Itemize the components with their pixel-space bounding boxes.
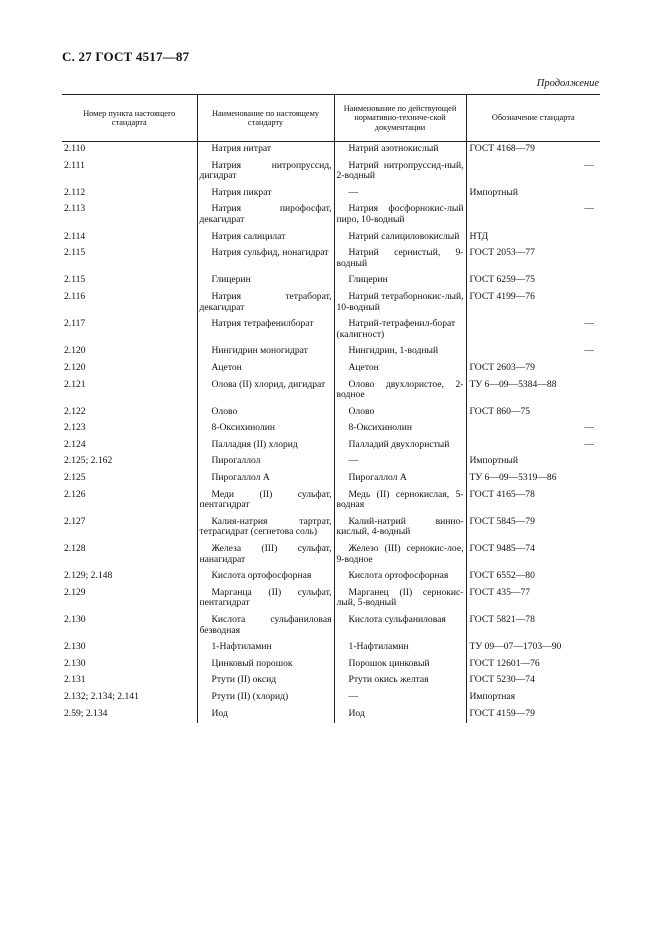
cell-standard-designation: ГОСТ 4159—79 (466, 707, 600, 724)
cell-item-number: 2.112 (64, 186, 86, 198)
cell-name-normative-doc: — (334, 186, 466, 203)
cell-name-this-standard: Натрия нитрат (197, 142, 334, 159)
cell-name-this-standard: Натрия тетраборат, декагидрат (197, 290, 334, 317)
cell-standard-designation: Импортный (466, 454, 600, 471)
cell-name-normative-doc: Натрий нитропруссид-ный, 2-водный (334, 159, 466, 186)
cell-name-normative-doc: Кислота ортофосфорная (334, 569, 466, 586)
table-row (62, 613, 600, 640)
cell-standard-designation: Импортная (466, 690, 600, 707)
cell-item-number: 2.128 (64, 543, 86, 555)
cell-name-this-standard: Меди (II) сульфат, пентагидрат (197, 488, 334, 515)
cell-standard-designation: ГОСТ 4168—79 (466, 142, 600, 159)
cell-standard-designation: ГОСТ 6259—75 (466, 273, 600, 290)
table-row (62, 438, 600, 455)
cell-standard-designation: — (466, 202, 600, 229)
cell-standard-designation: ГОСТ 435—77 (466, 586, 600, 613)
cell-name-this-standard: Пирогаллол (197, 454, 334, 471)
table-row (62, 202, 600, 229)
cell-name-normative-doc: Ртути окись желтая (334, 673, 466, 690)
cell-name-this-standard: Нингидрин моногидрат (197, 344, 334, 361)
standards-table (62, 94, 600, 723)
cell-standard-designation: ТУ 09—07—1703—90 (466, 640, 600, 657)
cell-standard-designation: ГОСТ 6552—80 (466, 569, 600, 586)
cell-standard-designation: Импортный (466, 186, 600, 203)
cell-item-number: 2.113 (64, 203, 86, 215)
cell-standard-designation: ТУ 6—09—5319—86 (466, 471, 600, 488)
cell-name-this-standard: Пирогаллол А (197, 471, 334, 488)
table-row (62, 344, 600, 361)
cell-name-normative-doc: — (334, 454, 466, 471)
cell-name-this-standard: Натрия сульфид, нонагидрат (197, 246, 334, 273)
continuation-label: Продолжение (536, 78, 599, 89)
table-row (62, 421, 600, 438)
cell-item-number: 2.124 (64, 438, 86, 450)
table-header-row (62, 95, 600, 142)
table-row (62, 657, 600, 674)
cell-name-this-standard: 1-Нафтиламин (197, 640, 334, 657)
cell-item-number: 2.110 (64, 143, 86, 154)
cell-standard-designation: ГОСТ 4165—78 (466, 488, 600, 515)
table-row (62, 317, 600, 344)
cell-standard-designation: ГОСТ 2603—79 (466, 361, 600, 378)
cell-name-this-standard: Глицерин (197, 273, 334, 290)
cell-name-normative-doc: Глицерин (334, 273, 466, 290)
cell-item-number: 2.127 (64, 515, 86, 527)
cell-item-number: 2.122 (64, 405, 86, 417)
cell-name-normative-doc: Медь (II) сернокислая, 5-водная (334, 488, 466, 515)
cell-item-number: 2.111 (64, 159, 85, 171)
cell-name-normative-doc: Олово двухлористое, 2-водное (334, 378, 466, 405)
column-header-standard-designation: Обозначение стандарта (466, 95, 600, 142)
column-header-name-normative-doc: Наименование по действующей нормативно-техниче-ской документации (334, 95, 466, 142)
cell-name-normative-doc: Нингидрин, 1-водный (334, 344, 466, 361)
column-header-name-this-standard: Наименование по настоящему стандарту (197, 95, 334, 142)
cell-standard-designation: ГОСТ 4199—76 (466, 290, 600, 317)
cell-name-normative-doc: Иод (334, 707, 466, 724)
cell-name-normative-doc: Олово (334, 405, 466, 422)
cell-name-this-standard: Ртути (II) (хлорид) (197, 690, 334, 707)
table-row (62, 230, 600, 247)
table-row (62, 159, 600, 186)
cell-name-normative-doc: Калий-натрий винно-кислый, 4-водный (334, 515, 466, 542)
cell-name-normative-doc: Натрия фосфорнокис-лый пиро, 10-водный (334, 202, 466, 229)
cell-name-normative-doc: Натрий-тетрафенил-борат (калигност) (334, 317, 466, 344)
table-row (62, 586, 600, 613)
cell-item-number: 2.130 (64, 614, 86, 625)
cell-item-number: 2.115 (64, 274, 86, 286)
cell-name-this-standard: Палладия (II) хлорид (197, 438, 334, 455)
cell-standard-designation: ГОСТ 5845—79 (466, 515, 600, 542)
page-header: С. 27 ГОСТ 4517—87 (62, 49, 190, 64)
cell-name-this-standard: Марганца (II) сульфат, пентагидрат (197, 586, 334, 613)
cell-item-number: 2.116 (64, 290, 86, 302)
cell-item-number: 2.130 (64, 641, 86, 653)
cell-name-this-standard: Кислота сульфаниловая безводная (197, 613, 334, 640)
cell-name-this-standard: Натрия тетрафенилборат (197, 317, 334, 344)
cell-name-this-standard: 8-Оксихинолин (197, 421, 334, 438)
cell-item-number: 2.120 (64, 361, 86, 373)
cell-standard-designation: — (466, 344, 600, 361)
cell-standard-designation: ТУ 6—09—5384—88 (466, 378, 600, 405)
cell-name-this-standard: Олова (II) хлорид, дигидрат (197, 378, 334, 405)
cell-name-this-standard: Олово (197, 405, 334, 422)
cell-name-this-standard: Натрия пирофосфат, декагидрат (197, 202, 334, 229)
table-row (62, 246, 600, 273)
cell-standard-designation: ГОСТ 2053—77 (466, 246, 600, 273)
cell-name-this-standard: Иод (197, 707, 334, 724)
cell-name-this-standard: Железа (III) сульфат, нанагидрат (197, 542, 334, 569)
cell-name-this-standard: Натрия пикрат (197, 186, 334, 203)
cell-name-normative-doc: 1-Нафтиламин (334, 640, 466, 657)
table-row (62, 673, 600, 690)
cell-standard-designation: ГОСТ 5230—74 (466, 673, 600, 690)
table-body (62, 142, 600, 724)
cell-standard-designation: — (466, 159, 600, 186)
cell-standard-designation: НТД (466, 230, 600, 247)
cell-item-number: 2.59; 2.134 (64, 707, 108, 719)
table-row (62, 142, 600, 159)
table-row (62, 186, 600, 203)
table-row (62, 569, 600, 586)
cell-name-normative-doc: Порошок цинковый (334, 657, 466, 674)
cell-name-this-standard: Цинковый порошок (197, 657, 334, 674)
cell-item-number: 2.129; 2.148 (64, 570, 113, 582)
cell-item-number: 2.129 (64, 586, 86, 598)
table-row (62, 454, 600, 471)
cell-standard-designation: ГОСТ 860—75 (466, 405, 600, 422)
cell-standard-designation: ГОСТ 5821—78 (466, 613, 600, 640)
cell-name-this-standard: Калия-натрия тартрат, тетрагидрат (сегнетова соль) (197, 515, 334, 542)
cell-standard-designation: — (466, 317, 600, 344)
cell-name-normative-doc: Кислота сульфаниловая (334, 613, 466, 640)
cell-standard-designation: ГОСТ 12601—76 (466, 657, 600, 674)
cell-name-normative-doc: — (334, 690, 466, 707)
table-row (62, 707, 600, 724)
cell-item-number: 2.125; 2.162 (64, 455, 113, 467)
cell-item-number: 2.120 (64, 345, 86, 357)
table-row (62, 488, 600, 515)
column-header-item-number: Номер пункта настоящего стандарта (62, 95, 197, 142)
table-row (62, 361, 600, 378)
cell-item-number: 2.130 (64, 657, 86, 669)
cell-standard-designation: — (466, 421, 600, 438)
cell-name-this-standard: Ацетон (197, 361, 334, 378)
cell-name-normative-doc: Натрий сернистый, 9-водный (334, 246, 466, 273)
cell-item-number: 2.114 (64, 230, 86, 242)
table-row (62, 515, 600, 542)
cell-name-this-standard: Натрия нитропруссид, дигидрат (197, 159, 334, 186)
cell-name-normative-doc: Ацетон (334, 361, 466, 378)
table-row (62, 405, 600, 422)
table-row (62, 273, 600, 290)
table-row (62, 290, 600, 317)
cell-name-normative-doc: Палладий двухлористый (334, 438, 466, 455)
cell-item-number: 2.123 (64, 422, 86, 434)
cell-item-number: 2.125 (64, 472, 86, 484)
cell-name-this-standard: Ртути (II) оксид (197, 673, 334, 690)
table-row (62, 542, 600, 569)
cell-name-normative-doc: 8-Оксихинолин (334, 421, 466, 438)
table-row (62, 378, 600, 405)
cell-standard-designation: ГОСТ 9485—74 (466, 542, 600, 569)
cell-item-number: 2.121 (64, 378, 86, 390)
cell-name-normative-doc: Марганец (II) сернокис-лый, 5-водный (334, 586, 466, 613)
cell-item-number: 2.131 (64, 674, 86, 686)
cell-item-number: 2.126 (64, 488, 86, 500)
cell-item-number: 2.117 (64, 318, 86, 330)
cell-name-this-standard: Кислота ортофосфорная (197, 569, 334, 586)
table-row (62, 640, 600, 657)
cell-item-number: 2.132; 2.134; 2.141 (64, 690, 139, 702)
cell-name-normative-doc: Пирогаллол А (334, 471, 466, 488)
cell-item-number: 2.115 (64, 247, 86, 259)
cell-name-normative-doc: Натрий салициловокислый (334, 230, 466, 247)
cell-standard-designation: — (466, 438, 600, 455)
table-row (62, 690, 600, 707)
cell-name-normative-doc: Натрий азотнокислый (334, 142, 466, 159)
cell-name-normative-doc: Натрий тетраборнокис-лый, 10-водный (334, 290, 466, 317)
table-row (62, 471, 600, 488)
cell-name-normative-doc: Железо (III) сернокис-лое, 9-водное (334, 542, 466, 569)
cell-name-this-standard: Натрия салицилат (197, 230, 334, 247)
